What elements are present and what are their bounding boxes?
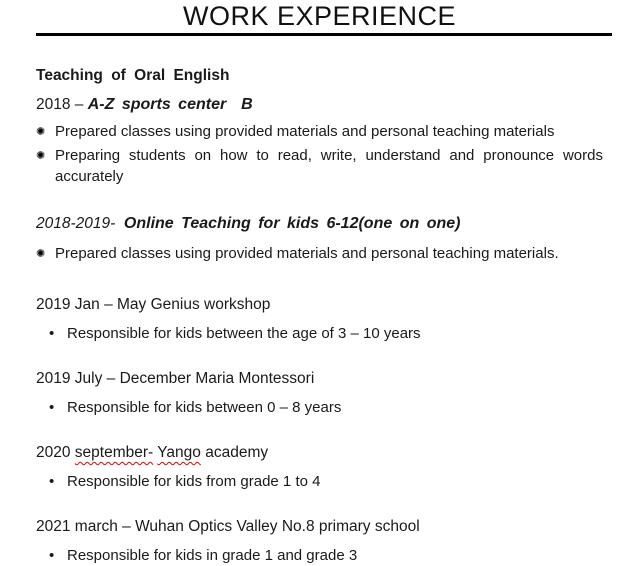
dot-bullet-icon: • bbox=[49, 325, 55, 342]
bullet-list-oral-english bbox=[36, 121, 603, 187]
bullet-text: Responsible for kids from grade 1 to 4 bbox=[67, 473, 321, 490]
title-underline bbox=[36, 33, 612, 36]
dot-bullet-icon: • bbox=[49, 473, 55, 490]
bullet-text: Responsible for kids between the age of 3 – 10 years bbox=[67, 325, 421, 342]
entry-heading-yango-academy bbox=[36, 443, 603, 463]
entry-dateline-sports-center bbox=[36, 94, 603, 115]
entry-period: 2018-2019- bbox=[36, 215, 124, 232]
entry-period: 2018 – bbox=[36, 96, 88, 113]
list-item bbox=[36, 145, 603, 187]
list-item bbox=[49, 323, 603, 344]
section-heading-oral-english: Teaching of Oral English bbox=[36, 67, 230, 84]
dot-bullet-icon: • bbox=[49, 547, 55, 564]
list-item bbox=[49, 397, 603, 418]
bullet-list-genius-workshop bbox=[36, 323, 603, 344]
bullet-text: Prepared classes using provided materials and personal teaching materials bbox=[55, 123, 555, 140]
entry-year: 2020 bbox=[36, 444, 75, 461]
list-item bbox=[36, 121, 603, 142]
bullet-text: Preparing students on how to read, write, understand and pronounce words accurately bbox=[55, 147, 603, 185]
misspelled-word: september- bbox=[74, 444, 154, 461]
entry-employer: Online Teaching for kids 6-12(one on one) bbox=[123, 215, 461, 232]
bullet-text: Responsible for kids between 0 – 8 years bbox=[67, 399, 342, 416]
bullet-list-wuhan-school bbox=[36, 545, 603, 566]
misspelled-word: Yango bbox=[157, 444, 201, 461]
star-bullet-icon: ✺ bbox=[36, 126, 46, 138]
page-title: WORK EXPERIENCE bbox=[182, 1, 457, 31]
entry-dateline-online-teaching bbox=[36, 213, 603, 234]
star-bullet-icon: ✺ bbox=[36, 150, 46, 162]
entry-employer: A-Z sports center B bbox=[87, 96, 253, 113]
list-item bbox=[49, 545, 603, 566]
entry-heading-genius-workshop: 2019 Jan – May Genius workshop bbox=[36, 296, 271, 313]
entry-heading-wuhan-school: 2021 march – Wuhan Optics Valley No.8 primary school bbox=[36, 518, 420, 535]
bullet-list-online-teaching bbox=[36, 243, 603, 264]
star-bullet-icon: ✺ bbox=[36, 248, 46, 260]
bullet-list-maria-montessori bbox=[36, 397, 603, 418]
bullet-text: Responsible for kids in grade 1 and grade 3 bbox=[67, 547, 358, 564]
list-item bbox=[36, 243, 603, 264]
list-item bbox=[49, 471, 603, 492]
entry-heading-maria-montessori: 2019 July – December Maria Montessori bbox=[36, 370, 315, 387]
dot-bullet-icon: • bbox=[49, 399, 55, 416]
bullet-text: Prepared classes using provided materials and personal teaching materials. bbox=[55, 245, 559, 262]
bullet-list-yango-academy bbox=[36, 471, 603, 492]
entry-rest: academy bbox=[200, 444, 269, 461]
